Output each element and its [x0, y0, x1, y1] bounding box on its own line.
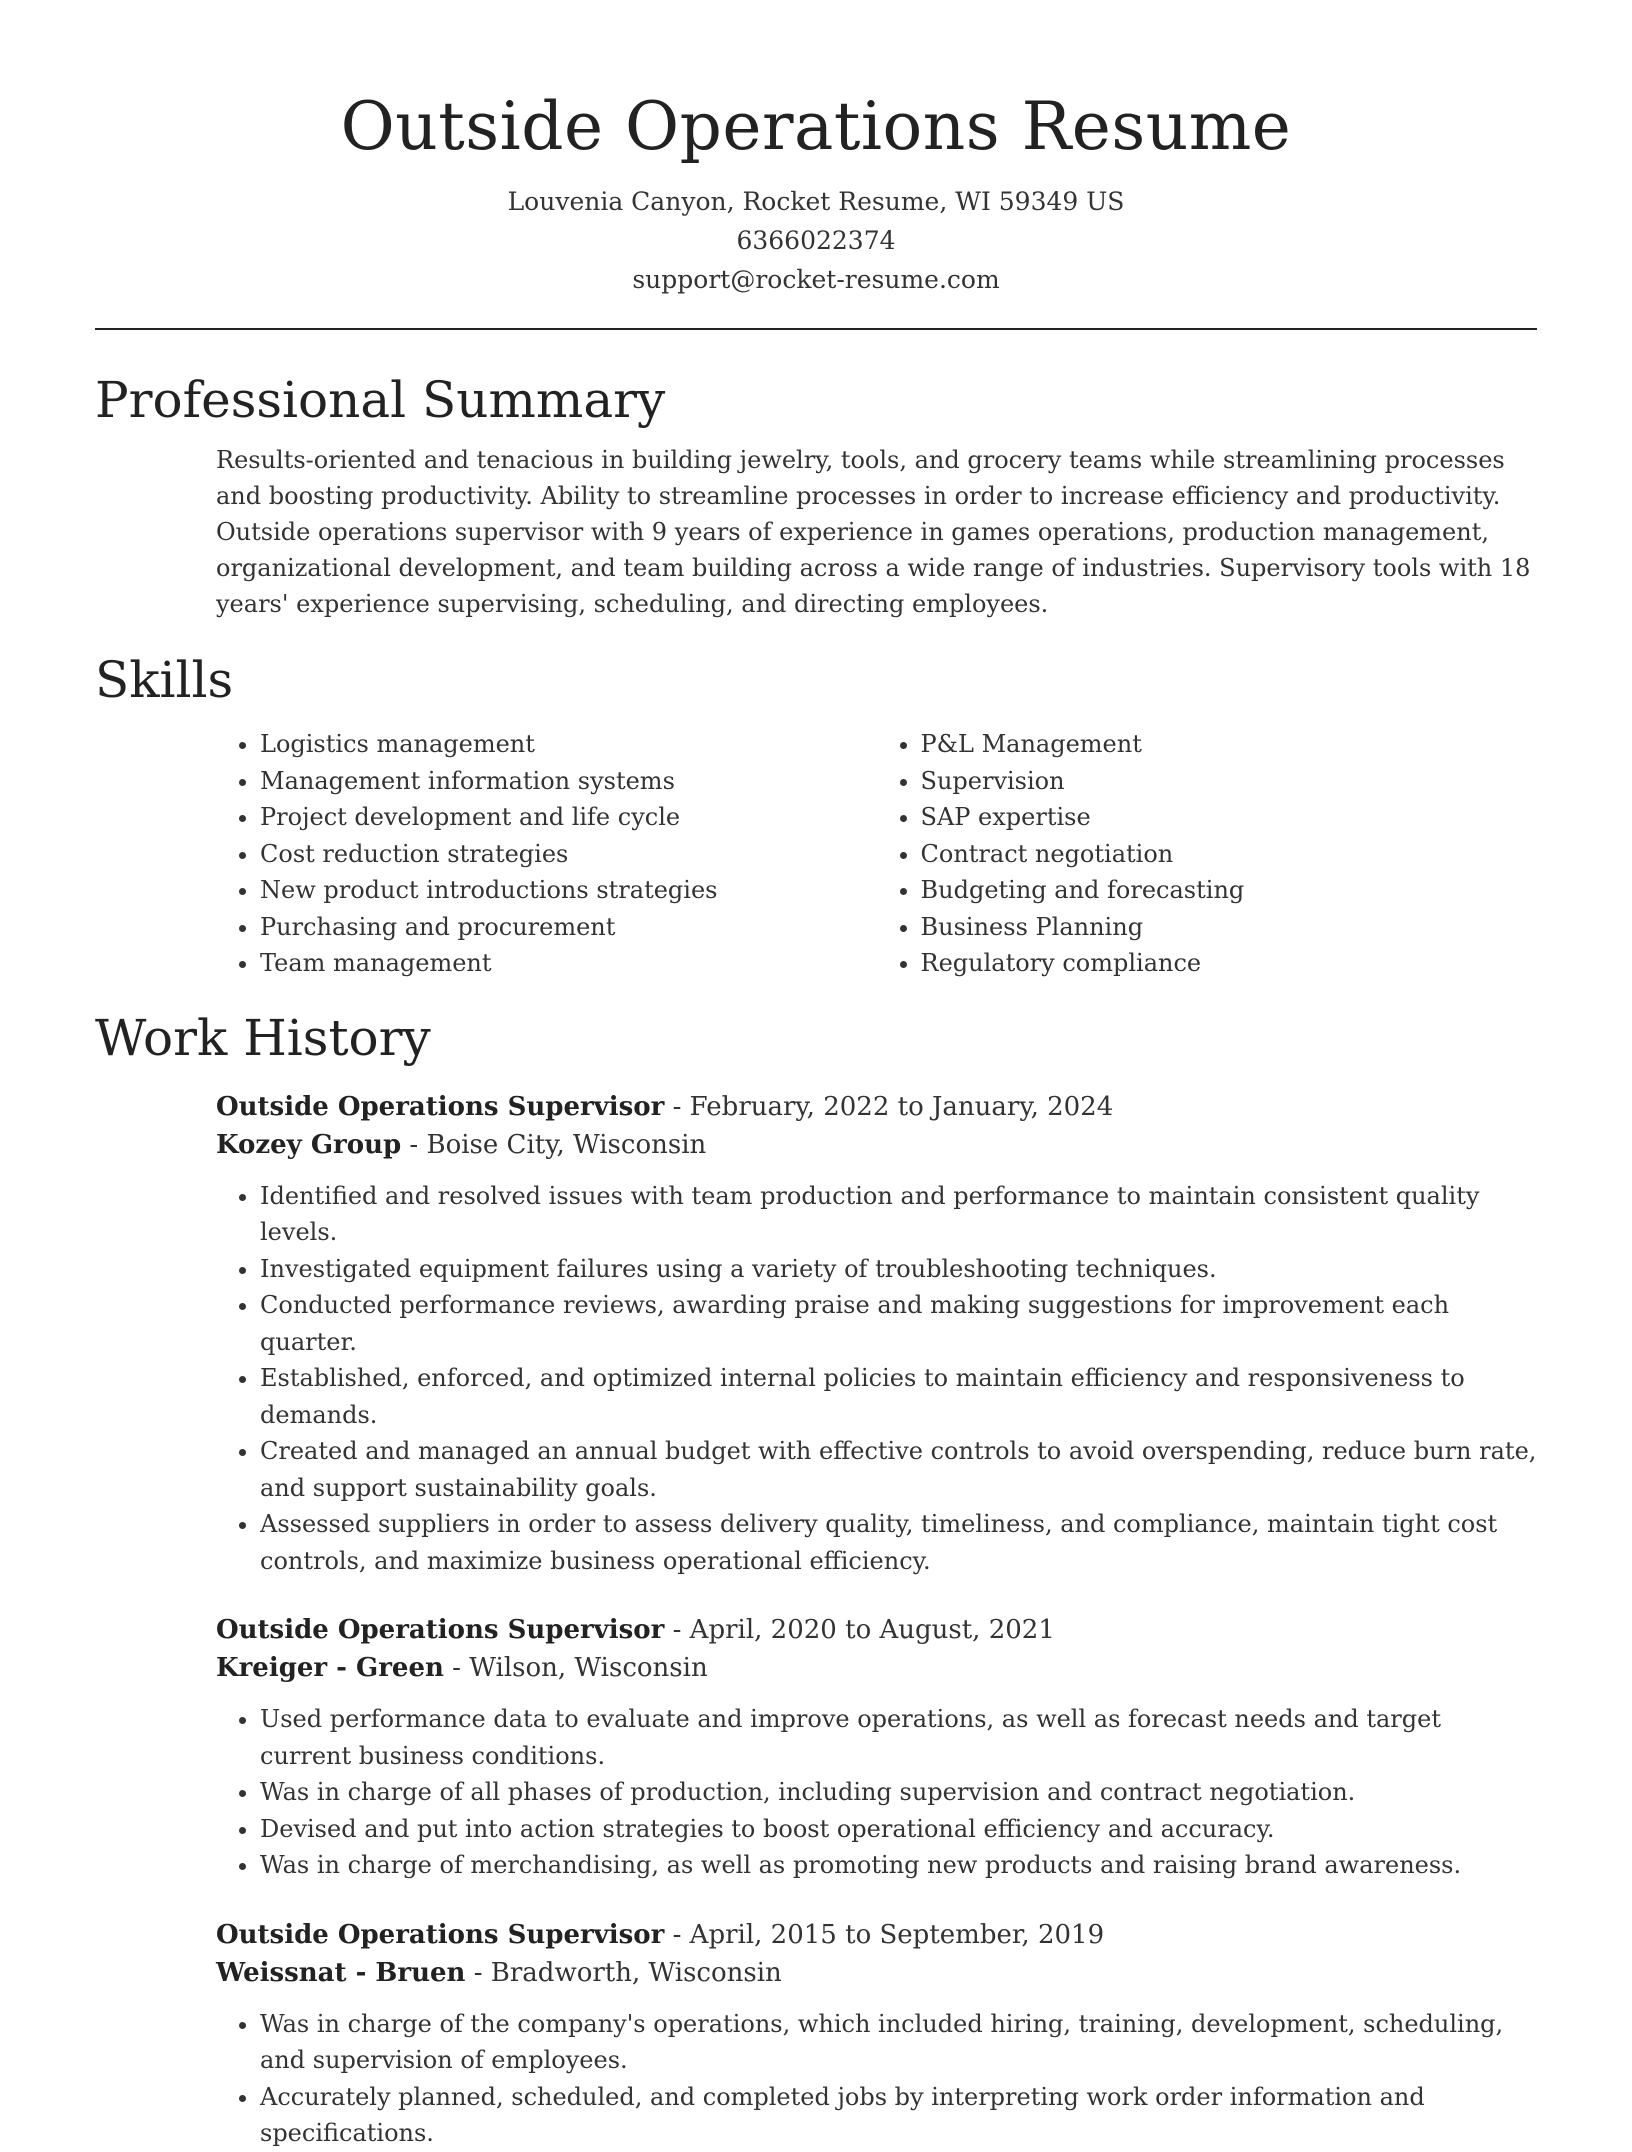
job-company-line: [216, 1954, 1537, 1992]
duty-item: • Used performance data to evaluate and improve operations, as well as forecast needs and target current business conditions.: [260, 1701, 1537, 1774]
job-duties: [216, 1701, 1537, 1884]
job-company-line: [216, 1649, 1537, 1687]
job-duties: [216, 2006, 1537, 2152]
contact-email: support@rocket-resume.com: [632, 265, 1000, 294]
skill-item: • Project development and life cycle: [260, 799, 877, 836]
job-entry: [216, 1611, 1537, 1884]
job-dates: - April, 2020 to August, 2021: [664, 1615, 1055, 1645]
skill-item: • Team management: [260, 945, 877, 982]
job-company: Weissnat - Bruen: [216, 1957, 466, 1988]
skill-item: • Management information systems: [260, 763, 877, 800]
skills-body: [95, 726, 1537, 982]
job-dates: - April, 2015 to September, 2019: [664, 1919, 1105, 1950]
summary-text: Results-oriented and tenacious in building jewelry, tools, and grocery teams while streamlining processes and boosting productivity. Ability to streamline processes in order to increase efficiency and productivity. Outside operations supervisor with 9 years of experience in games operations, production management, organizational development, and team building across a wide range of industries. Supervisory tools with 18 years' experience supervising, scheduling, and directing employees.: [216, 446, 1531, 618]
duty-item: • Was in charge of merchandising, as well as promoting new products and raising brand awareness.: [260, 1847, 1537, 1884]
contact-address: Louvenia Canyon, Rocket Resume, WI 59349 US: [507, 187, 1125, 216]
skill-item: • New product introductions strategies: [260, 872, 877, 909]
job-company: Kreiger - Green: [216, 1653, 444, 1683]
duty-item: • Was in charge of all phases of production, including supervision and contract negotiation.: [260, 1774, 1537, 1811]
job-location: - Wilson, Wisconsin: [443, 1653, 708, 1683]
job-entry: [216, 1916, 1537, 2152]
skill-item: • Contract negotiation: [921, 836, 1538, 873]
job-dates: - February, 2022 to January, 2024: [664, 1091, 1114, 1122]
duty-item: • Assessed suppliers in order to assess delivery quality, timeliness, and compliance, maintain tight cost controls, and maximize business operational efficiency.: [260, 1506, 1537, 1579]
skill-item: • Logistics management: [260, 726, 877, 763]
summary-section: [95, 368, 1537, 622]
skills-list-left: [216, 726, 877, 982]
skills-heading: Skills: [95, 651, 234, 709]
job-entry: [216, 1088, 1537, 1580]
contact-info: [95, 182, 1537, 299]
work-history-body: [95, 1088, 1537, 2152]
skill-item: • Purchasing and procurement: [260, 909, 877, 946]
resume-title: Outside Operations Resume: [340, 88, 1292, 165]
duty-item: • Devised and put into action strategies to boost operational efficiency and accuracy.: [260, 1811, 1537, 1848]
skill-item: • Budgeting and forecasting: [921, 872, 1538, 909]
duty-item: • Created and managed an annual budget with effective controls to avoid overspending, reduce burn rate, and support sustainability goals.: [260, 1433, 1537, 1506]
duty-item: • Was in charge of the company's operations, which included hiring, training, development, scheduling, and supervision of employees.: [260, 2006, 1537, 2079]
resume-header: [95, 0, 1537, 299]
work-history-section: [95, 1006, 1537, 2152]
summary-body: [95, 442, 1537, 622]
job-company: Kozey Group: [216, 1129, 402, 1160]
job-location: - Bradworth, Wisconsin: [465, 1957, 782, 1988]
header-divider: [95, 328, 1537, 330]
duty-item: • Conducted performance reviews, awarding praise and making suggestions for improvement each quarter.: [260, 1287, 1537, 1360]
skill-item: • Supervision: [921, 763, 1538, 800]
work-history-heading: Work History: [95, 1008, 431, 1067]
skills-list-right: [877, 726, 1538, 982]
job-company-line: [216, 1126, 1537, 1164]
duty-item: • Accurately planned, scheduled, and completed jobs by interpreting work order information and specifications.: [260, 2079, 1537, 2152]
skill-item: • Regulatory compliance: [921, 945, 1538, 982]
skill-item: • Cost reduction strategies: [260, 836, 877, 873]
skills-grid: [216, 726, 1537, 982]
job-role: Outside Operations Supervisor: [216, 1615, 665, 1645]
summary-heading: Professional Summary: [95, 371, 666, 429]
duty-item: • Established, enforced, and optimized internal policies to maintain efficiency and responsiveness to demands.: [260, 1360, 1537, 1433]
job-title-line: [216, 1916, 1537, 1954]
job-title-line: [216, 1611, 1537, 1649]
job-duties: [216, 1178, 1537, 1580]
skill-item: • P&L Management: [921, 726, 1538, 763]
job-role: Outside Operations Supervisor: [216, 1919, 665, 1950]
job-title-line: [216, 1088, 1537, 1126]
duty-item: • Identified and resolved issues with team production and performance to maintain consistent quality levels.: [260, 1178, 1537, 1251]
duty-item: • Investigated equipment failures using a variety of troubleshooting techniques.: [260, 1251, 1537, 1288]
skill-item: • Business Planning: [921, 909, 1538, 946]
skill-item: • SAP expertise: [921, 799, 1538, 836]
skills-section: [95, 648, 1537, 982]
job-location: - Boise City, Wisconsin: [401, 1129, 707, 1160]
job-role: Outside Operations Supervisor: [216, 1091, 665, 1122]
contact-phone: 6366022374: [736, 226, 896, 255]
